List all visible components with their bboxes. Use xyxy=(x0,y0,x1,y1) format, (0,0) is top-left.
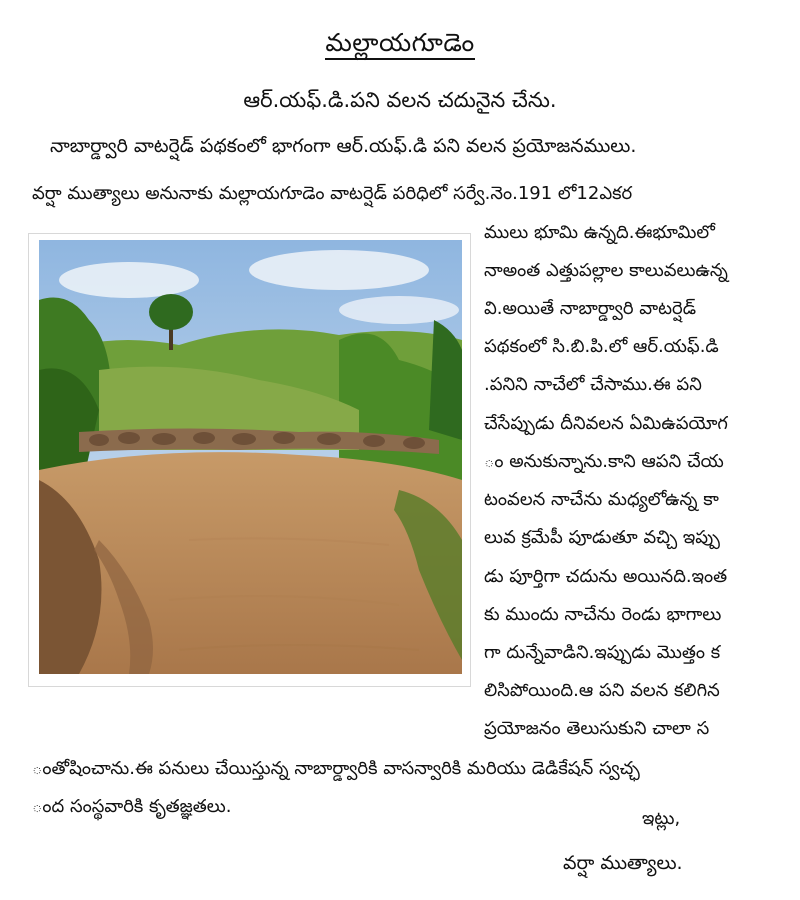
photo-frame xyxy=(28,233,471,687)
body-line-2: నాఅంత ఎత్తుపల్లాల కాలువలుఉన్న xyxy=(484,260,728,281)
body-line-7: ం అనుకున్నాను.కాని ఆపని చేయ xyxy=(484,451,724,472)
body-line-6: చేసేప్పుడు దీనివలన ఏమిఉపయోగ xyxy=(484,413,728,434)
body-line-1: ములు భూమి ఉన్నది.ఈభూమిలో xyxy=(484,222,715,243)
body-line-10: డు పూర్తిగా చదును అయినది.ఇంత xyxy=(484,566,728,587)
intro-line: నాబార్డ్వారి వాటర్షెడ్ పథకంలో భాగంగా ఆర్.యఫ్.డి పని వలన ప్రయోజనములు. xyxy=(50,135,637,157)
body-line-8: టంవలన నాచేను మధ్యలోఉన్న కా xyxy=(484,489,719,510)
title-text: మల్లాయగూడెం xyxy=(325,28,474,60)
signature: వర్షా ముత్యాలు. xyxy=(563,852,683,874)
body-line-13: లిసిపోయింది.ఆ పని వలన కలిగిన xyxy=(484,680,720,701)
body-line-16: ంద సంస్థవారికి కృతజ్ఞతలు. xyxy=(32,796,232,817)
body-line-3: వి.అయితే నాబార్డ్వారి వాటర్షెడ్ xyxy=(484,298,697,319)
subtitle: ఆర్.యఫ్.డి.పని వలన చదునైన చేను. xyxy=(243,88,557,112)
body-line-0: వర్షా ముత్యాలు అనునాకు మల్లాయగూడెం వాటర్షెడ్ పరిధిలో సర్వే.నెం.191 లో12ఎకర xyxy=(32,183,633,204)
body-line-11: కు ముందు నాచేను రెండు భాగాలు xyxy=(484,604,722,625)
body-line-14: ప్రయోజనం తెలుసుకుని చాలా స xyxy=(484,718,710,739)
body-line-9: లువ క్రమేపీ పూడుతూ వచ్చి ఇప్పు xyxy=(484,527,720,548)
page-title xyxy=(0,28,800,64)
closing: ఇట్లు, xyxy=(642,808,681,829)
body-line-5: .పనిని నాచేలో చేసాము.ఈ పని xyxy=(484,374,702,395)
body-line-4: పథకంలో సి.బి.పి.లో ఆర్.యఫ్.డి xyxy=(484,336,719,357)
field-photo xyxy=(39,240,462,674)
body-line-15: ంతోషించాను.ఈ పనులు చేయిస్తున్న నాబార్డ్వారికి వాసన్వారికి మరియు డెడికేషన్ స్వచ్ఛ xyxy=(32,758,640,779)
field-photo-illustration xyxy=(39,240,462,674)
body-line-12: గా దున్నేవాడిని.ఇప్పుడు మొత్తం క xyxy=(484,642,721,663)
